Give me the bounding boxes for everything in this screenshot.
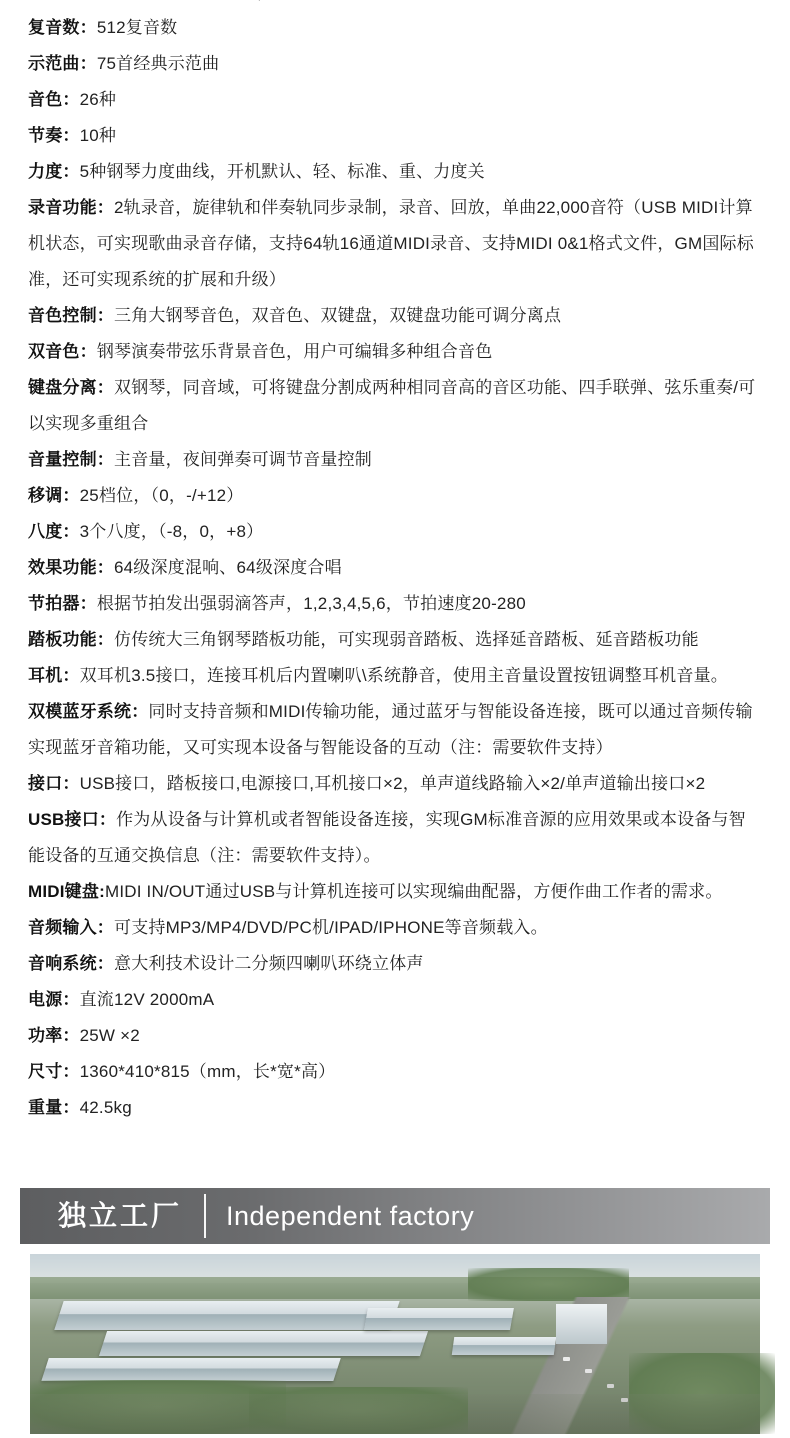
- spec-value: 可支持MP3/MP4/DVD/PC机/IPAD/IPHONE等音频载入。: [114, 918, 548, 937]
- spec-label: 耳机：: [28, 666, 80, 685]
- spec-row: [28, 694, 762, 766]
- spec-value: 双耳机3.5接口，连接耳机后内置喇叭\系统静音，使用主音量设置按钮调整耳机音量。: [79, 666, 728, 685]
- spec-label: 效果功能：: [28, 558, 114, 577]
- spec-value: 42.5kg: [79, 1098, 132, 1117]
- spec-value: 26种: [79, 90, 117, 109]
- spec-value: 25W ×2: [79, 1026, 140, 1045]
- spec-row: [28, 1054, 762, 1090]
- spec-label: 八度：: [28, 522, 80, 541]
- spec-value: 3个八度，（-8，0，+8）: [79, 522, 264, 541]
- photo-car: [585, 1369, 592, 1373]
- spec-row: [28, 622, 762, 658]
- spec-label: 重量：: [28, 1098, 80, 1117]
- spec-row: [28, 154, 762, 190]
- spec-value: 作为从设备与计算机或者智能设备连接，实现GM标准音源的应用效果或本设备与智能设备的互通交换信息（注：需要软件支持）。: [28, 810, 746, 865]
- factory-title-cn: 独立工厂: [58, 1200, 183, 1231]
- spec-label: 音响系统：: [28, 954, 114, 973]
- spec-row: [28, 82, 762, 118]
- photo-green-area: [468, 1268, 629, 1300]
- photo-car: [563, 1357, 570, 1361]
- spec-row: [28, 766, 762, 802]
- photo-building: [41, 1358, 341, 1381]
- spec-row: [28, 334, 762, 370]
- photo-treeline: [30, 1277, 760, 1299]
- spec-value: 2轨录音，旋律轨和伴奏轨同步录制，录音、回放，单曲22,000音符（USB MIDI计算机状态，可实现歌曲录音存储，支持64轨16通道MIDI录音、支持MIDI 0&1格式文件，GM国际标准，还可实现系统的扩展和升级）: [28, 198, 754, 289]
- spec-label: 示范曲：: [28, 54, 97, 73]
- spec-label: 接口：: [28, 774, 80, 793]
- photo-car: [607, 1384, 614, 1388]
- spec-value: 同时支持音频和MIDI传输功能，通过蓝牙与智能设备连接，既可以通过音频传输实现蓝牙音箱功能，又可实现本设备与智能设备的互动（注：需要软件支持）: [28, 702, 753, 757]
- truncated-spec-row: [0, 0, 790, 10]
- banner-divider: [204, 1194, 206, 1238]
- spec-label: 节奏：: [28, 126, 80, 145]
- photo-foreground: [30, 1394, 760, 1434]
- factory-banner: [20, 1188, 770, 1244]
- spec-value: 5种钢琴力度曲线，开机默认、轻、标准、重、力度关: [79, 162, 485, 181]
- spec-value: 64级深度混响、64级深度合唱: [114, 558, 342, 577]
- spec-value: 1360*410*815（mm，长*宽*高）: [79, 1062, 336, 1081]
- spec-row: [28, 118, 762, 154]
- spec-value: 双钢琴，同音域，可将键盘分割成两种相同音高的音区功能、四手联弹、弦乐重奏/可以实现多重组合: [28, 378, 756, 433]
- spec-row: [28, 10, 762, 46]
- spec-row: [28, 874, 762, 910]
- photo-tower-building: [556, 1304, 607, 1344]
- spec-label: 音色控制：: [28, 306, 114, 325]
- spec-value: USB接口，踏板接口,电源接口,耳机接口×2，单声道线路输入×2/单声道输出接口×2: [79, 774, 706, 793]
- factory-section: [20, 1188, 770, 1434]
- spec-row: [28, 802, 762, 874]
- specification-list: [0, 10, 790, 1126]
- spec-row: [28, 478, 762, 514]
- spec-value: 三角大钢琴音色，双音色、双键盘，双键盘功能可调分离点: [114, 306, 562, 325]
- spec-value: 仿传统大三角钢琴踏板功能，可实现弱音踏板、选择延音踏板、延音踏板功能: [114, 630, 699, 649]
- spec-label: 力度：: [28, 162, 80, 181]
- spec-row: [28, 442, 762, 478]
- section-spacer: [0, 1126, 790, 1188]
- spec-label: 功率：: [28, 1026, 80, 1045]
- spec-row: [28, 1018, 762, 1054]
- photo-building: [55, 1301, 400, 1330]
- spec-value: 10种: [79, 126, 117, 145]
- photo-building: [99, 1331, 428, 1356]
- photo-building: [452, 1337, 557, 1355]
- spec-value: 主音量，夜间弹奏可调节音量控制: [114, 450, 372, 469]
- spec-value: 512复音数: [96, 18, 178, 37]
- spec-row: [28, 550, 762, 586]
- spec-row: [28, 982, 762, 1018]
- spec-label: 尺寸：: [28, 1062, 80, 1081]
- spec-row: [28, 298, 762, 334]
- spec-row: [28, 514, 762, 550]
- spec-label: USB接口：: [28, 810, 117, 829]
- spec-label: 双音色：: [28, 342, 97, 361]
- spec-row: [28, 658, 762, 694]
- spec-value: MIDI IN/OUT通过USB与计算机连接可以实现编曲配器，方便作曲工作者的需求。: [104, 882, 723, 901]
- spec-label: 双模蓝牙系统：: [28, 702, 149, 721]
- spec-row: [28, 586, 762, 622]
- spec-label: 电源：: [28, 990, 80, 1009]
- photo-building: [364, 1308, 514, 1330]
- spec-value: 根据节拍发出强弱滴答声，1,2,3,4,5,6，节拍速度20-280: [96, 594, 526, 613]
- truncated-spec-label: [28, 0, 147, 1]
- spec-row: [28, 190, 762, 298]
- spec-row: [28, 910, 762, 946]
- spec-label: 移调：: [28, 486, 80, 505]
- spec-label: 音频输入：: [28, 918, 114, 937]
- spec-value: 直流12V 2000mA: [79, 990, 215, 1009]
- spec-label: 音色：: [28, 90, 80, 109]
- factory-aerial-image: [30, 1254, 760, 1434]
- spec-value: 25档位，（0，-/+12）: [79, 486, 244, 505]
- spec-row: [28, 946, 762, 982]
- spec-value: 75首经典示范曲: [96, 54, 220, 73]
- factory-title-en: Independent factory: [226, 1200, 475, 1231]
- spec-row: [28, 370, 762, 442]
- spec-value: 意大利技术设计二分频四喇叭环绕立体声: [114, 954, 424, 973]
- spec-label: 踏板功能：: [28, 630, 114, 649]
- spec-label: 复音数：: [28, 18, 97, 37]
- spec-value: 钢琴演奏带弦乐背景音色，用户可编辑多种组合音色: [96, 342, 493, 361]
- photo-car: [621, 1398, 628, 1402]
- spec-row: [28, 46, 762, 82]
- spec-label: 音量控制：: [28, 450, 114, 469]
- spec-label: MIDI键盘:: [28, 882, 105, 901]
- spec-label: 键盘分离：: [28, 378, 114, 397]
- spec-row: [28, 1090, 762, 1126]
- spec-label: 节拍器：: [28, 594, 97, 613]
- truncated-spec-value: [147, 0, 377, 1]
- spec-label: 录音功能：: [28, 198, 114, 217]
- factory-photo: [30, 1254, 760, 1434]
